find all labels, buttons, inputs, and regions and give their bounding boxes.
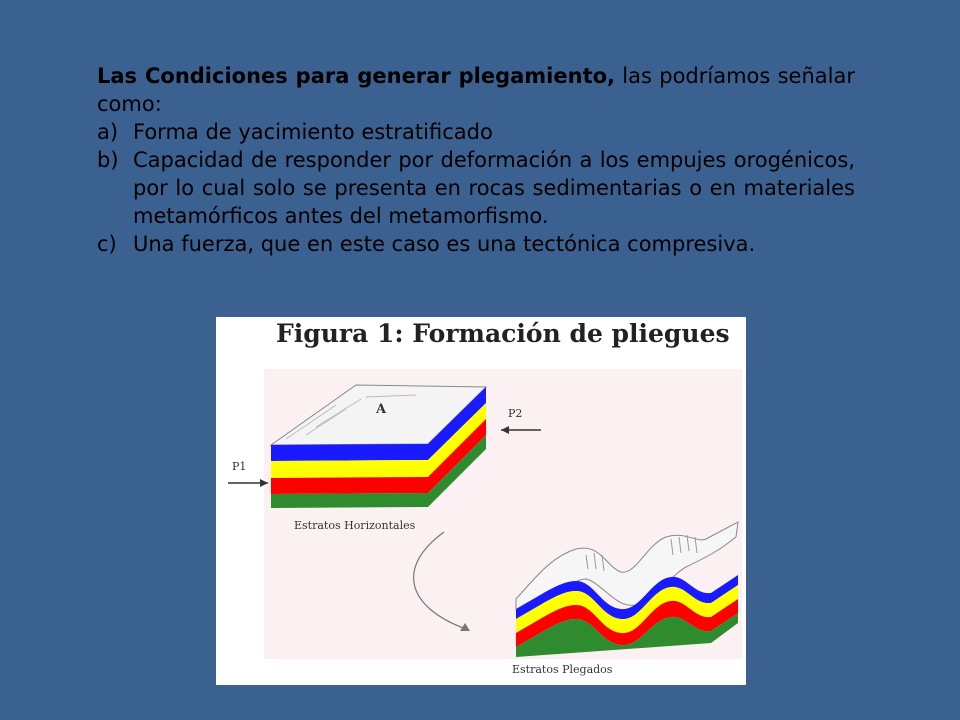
label-a: A <box>376 402 387 417</box>
conditions-list <box>97 118 855 258</box>
p1-force-arrow <box>228 460 268 487</box>
list-item <box>97 118 855 146</box>
list-item <box>97 230 855 258</box>
layer-green <box>271 493 428 508</box>
label-folded-strata: Estratos Plegados <box>512 663 613 676</box>
fold-formation-figure <box>216 317 746 685</box>
intro-rest: las podríamos señalar como: <box>97 64 855 116</box>
label-p2: P2 <box>508 407 523 420</box>
layer-yellow <box>271 460 428 478</box>
list-item-text: Forma de yacimiento estratificado <box>133 120 493 144</box>
list-marker: b) <box>97 148 119 172</box>
label-horizontal-strata: Estratos Horizontales <box>294 519 416 532</box>
label-p1: P1 <box>232 460 247 473</box>
list-marker: a) <box>97 120 119 144</box>
layer-red <box>271 477 428 494</box>
list-item-text: Capacidad de responder por deformación a los empujes orogénicos, por lo cual solo se presenta en rocas sedimentarias o en materiales metamórficos antes del metamorfismo. <box>133 148 855 228</box>
list-marker: c) <box>97 232 117 256</box>
intro-bold: Las Condiciones para generar plegamiento, <box>97 64 616 88</box>
layer-blue <box>271 444 428 461</box>
list-item <box>97 146 855 230</box>
text-block <box>97 62 855 258</box>
intro-paragraph <box>97 62 855 118</box>
figure-title: Figura 1: Formación de pliegues <box>276 319 730 348</box>
list-item-text: Una fuerza, que en este caso es una tectónica compresiva. <box>133 232 756 256</box>
fold-diagram <box>216 317 746 685</box>
